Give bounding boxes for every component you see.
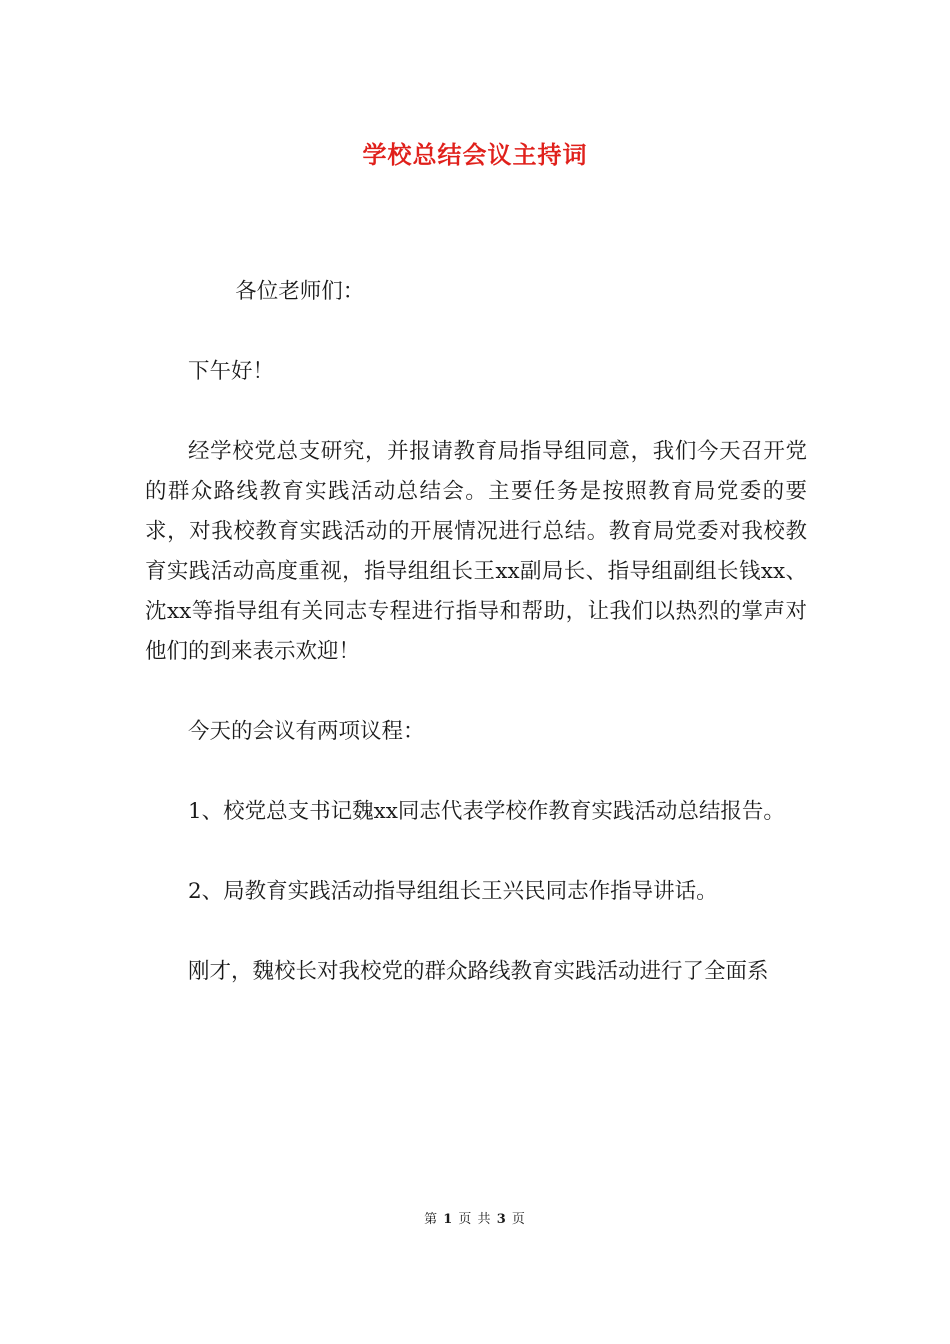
footer-current-page: 1 — [443, 1212, 454, 1227]
document-title: 学校总结会议主持词 — [362, 140, 588, 169]
page-footer — [0, 1208, 950, 1227]
paragraph-agenda-intro: 今天的会议有两项议程： — [188, 719, 425, 744]
paragraph-salutation: 下午好！ — [188, 359, 275, 384]
footer-prefix: 第 — [424, 1212, 439, 1227]
footer-suffix: 页 — [511, 1212, 526, 1227]
paragraph-greeting: 各位老师们： — [235, 279, 365, 304]
paragraph-introduction: 经学校党总支研究，并报请教育局指导组同意，我们今天召开党的群众路线教育实践活动总结会。主要任务是按照教育局党委的要求，对我校教育实践活动的开展情况进行总结。教育局党委对我校教育实践活动高度重视，指导组组长王xx副局长、指导组副组长钱xx、沈xx等指导组有关同志专程进行指导和帮助，让我们以热烈的掌声对他们的到来表示欢迎！ — [145, 439, 807, 664]
paragraph-agenda-item-1: 1、校党总支书记魏xx同志代表学校作教育实践活动总结报告。 — [188, 799, 785, 824]
paragraph-closing-start: 刚才，魏校长对我校党的群众路线教育实践活动进行了全面系 — [188, 959, 769, 984]
footer-total-pages: 3 — [496, 1212, 507, 1227]
document-body — [145, 272, 807, 1032]
paragraph-agenda-item-2: 2、局教育实践活动指导组组长王兴民同志作指导讲话。 — [188, 879, 718, 904]
footer-middle: 页 共 — [458, 1212, 492, 1227]
